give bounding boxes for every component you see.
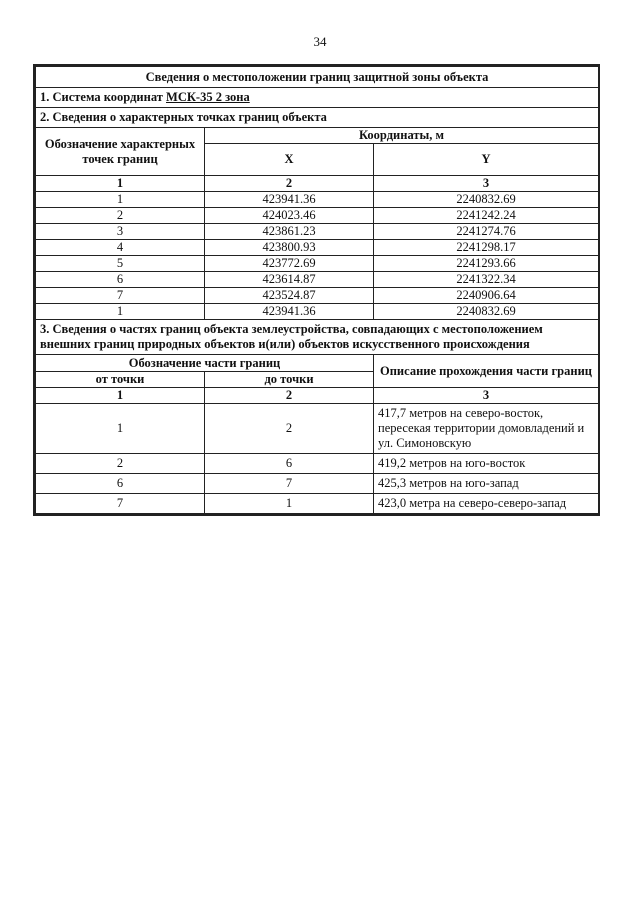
colnum-3: 3 [374, 176, 599, 192]
point-cell: 7 [36, 288, 205, 304]
point-cell: 5 [36, 256, 205, 272]
y-cell: 2240832.69 [374, 304, 599, 320]
y-header: Y [374, 144, 599, 176]
x-cell: 423941.36 [205, 304, 374, 320]
section2-row [36, 108, 599, 128]
x-cell: 423800.93 [205, 240, 374, 256]
to-cell: 6 [205, 454, 374, 474]
colnum-1: 1 [36, 388, 205, 404]
page-number: 34 [313, 34, 327, 49]
table-row [36, 304, 599, 320]
description-cell: 423,0 метра на северо-северо-запад [374, 494, 599, 514]
description-cell: 419,2 метров на юго-восток [374, 454, 599, 474]
to-cell: 7 [205, 474, 374, 494]
point-cell: 2 [36, 208, 205, 224]
x-header: X [205, 144, 374, 176]
section2-header-row [36, 128, 599, 144]
table-row [36, 454, 599, 474]
table-row [36, 474, 599, 494]
section1-row [36, 88, 599, 108]
section2-colnum-row [36, 176, 599, 192]
y-cell: 2240832.69 [374, 192, 599, 208]
y-cell: 2241274.76 [374, 224, 599, 240]
section1-label: 1. Система координат [40, 90, 167, 104]
point-cell: 3 [36, 224, 205, 240]
x-cell: 423941.36 [205, 192, 374, 208]
table-row [36, 272, 599, 288]
colnum-1: 1 [36, 176, 205, 192]
description-header: Описание прохождения части границ [374, 355, 599, 388]
table-row [36, 404, 599, 454]
table-row [36, 208, 599, 224]
from-cell: 2 [36, 454, 205, 474]
from-cell: 6 [36, 474, 205, 494]
y-cell: 2241322.34 [374, 272, 599, 288]
point-cell: 1 [36, 304, 205, 320]
document-title: Сведения о местоположении границ защитной зоны объекта [36, 67, 599, 88]
section3-header-row [36, 355, 599, 372]
y-cell: 2240906.64 [374, 288, 599, 304]
section3-label: 3. Сведения о частях границ объекта землеустройства, совпадающих с местоположением внешних границ природных объектов и(или) объектов искусственного происхождения [36, 320, 599, 355]
section2-label: 2. Сведения о характерных точках границ объекта [36, 108, 599, 128]
from-header: от точки [36, 372, 205, 388]
to-cell: 2 [205, 404, 374, 454]
x-cell: 423861.23 [205, 224, 374, 240]
part-header: Обозначение части границ [36, 355, 374, 372]
y-cell: 2241242.24 [374, 208, 599, 224]
x-cell: 423772.69 [205, 256, 374, 272]
colnum-2: 2 [205, 388, 374, 404]
point-cell: 6 [36, 272, 205, 288]
x-cell: 423524.87 [205, 288, 374, 304]
boundary-document-frame [33, 64, 600, 516]
from-cell: 1 [36, 404, 205, 454]
to-cell: 1 [205, 494, 374, 514]
section3-row [36, 320, 599, 355]
point-cell: 1 [36, 192, 205, 208]
y-cell: 2241293.66 [374, 256, 599, 272]
point-cell: 4 [36, 240, 205, 256]
section3-colnum-row [36, 388, 599, 404]
boundary-info-table [35, 66, 599, 514]
table-row [36, 288, 599, 304]
table-row [36, 224, 599, 240]
table-row [36, 494, 599, 514]
table-row [36, 256, 599, 272]
title-row [36, 67, 599, 88]
x-cell: 423614.87 [205, 272, 374, 288]
from-cell: 7 [36, 494, 205, 514]
colnum-3: 3 [374, 388, 599, 404]
coordinate-system [36, 88, 599, 108]
designation-header: Обозначение характерных точек границ [36, 128, 205, 176]
table-row [36, 192, 599, 208]
coordinates-header: Координаты, м [205, 128, 599, 144]
x-cell: 424023.46 [205, 208, 374, 224]
table-row [36, 240, 599, 256]
y-cell: 2241298.17 [374, 240, 599, 256]
to-header: до точки [205, 372, 374, 388]
description-cell: 417,7 метров на северо-восток, пересекая территории домовладений и ул. Симоновскую [374, 404, 599, 454]
colnum-2: 2 [205, 176, 374, 192]
coordinate-system-value: МСК-35 2 зона [166, 90, 250, 104]
description-cell: 425,3 метров на юго-запад [374, 474, 599, 494]
